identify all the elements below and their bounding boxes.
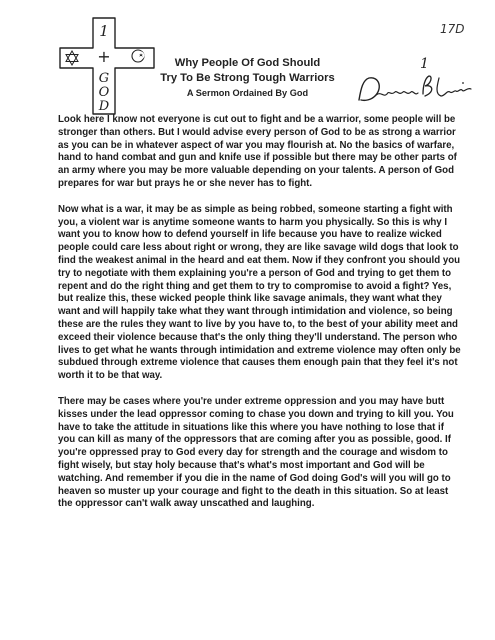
star-of-david-icon — [66, 51, 78, 65]
signature-number: 1 — [420, 56, 429, 72]
signature-stroke-lewis — [437, 78, 471, 96]
emblem-letter-g: G — [98, 71, 110, 86]
signature-stroke-b — [423, 76, 432, 96]
page-number: 17D — [440, 22, 465, 36]
signature-stroke-arren — [375, 92, 418, 96]
emblem-letter-o: O — [98, 85, 110, 100]
title-line-1: Why People Of God Should — [174, 57, 321, 69]
sermon-body — [58, 114, 463, 524]
title-line-2: Try To Be Strong Tough Warriors — [160, 72, 335, 84]
signature-stroke-d — [359, 78, 379, 101]
paragraph-1: Look here I know not everyone is cut out to fight and be a warrior, some people will be stronger than others. But I would advise every person of God to be as strong a warrior as you can be in whatever aspect of war you may flourish at. No the basics of warfare, hand to hand combat and gun and knife use if possible but there may be other parts of an army where you may be more valuable depending on your talents. A person of God prepares for war but prays he or she never has to fight. — [58, 114, 457, 189]
signature-dot — [462, 82, 464, 84]
emblem-letter-1: 1 — [99, 22, 109, 40]
author-signature — [355, 70, 475, 110]
emblem-letter-d: D — [98, 99, 110, 114]
signature-drawing — [355, 70, 475, 110]
document-subtitle: A Sermon Ordained By God — [186, 88, 309, 98]
document-title — [140, 56, 355, 100]
paragraph-3: There may be cases where you're under extreme oppression and you may have butt kisses under the lead oppressor coming to chase you down and trying to kill you. You have to take the attitude in situations like this where you have nothing to lose that if you can kill as many of the oppressors that are coming after you as possible, good. If you're oppressed pray to God every day for strength and the courage and wisdom to fight wisely, but stay holy because that's what's most important and God will be watching. And remember if you die in the name of God doing God's will you will go to heaven so muster up your courage and fight to the death in this situation. So at least the oppressor can't walk away unscathed and laughing. — [58, 395, 454, 510]
paragraph-2: Now what is a war, it may be as simple as being robbed, someone starting a fight with you, a violent war is anytime someone wants to harm you physically. So this is why I want you to know how to defend yourself in life because you have to realize wicked people could care less about right or wrong, they are like savage wild dogs that look to find the weakest animal in the heard and eat them. Now if they confront you should you try to negotiate with them explaining you're a person of God and trying to get them to repent and do the right thing and get them to try to compromise to avoid a fight? Yes, but realize this, these wicked people think like savage animals, they want what they want and will happily take what they want through intimidation and violence, so being these are the rules they want to live by you have to, to the best of your ability meet and exceed their violence because that's the only thing they'll understand. The person who lives to get what he wants through intimidation and extreme violence may often only be subdued through extreme violence that causes them enough pain that they feel it's not worth it to be that way. — [58, 203, 461, 382]
emblem-plus: + — [97, 47, 111, 66]
